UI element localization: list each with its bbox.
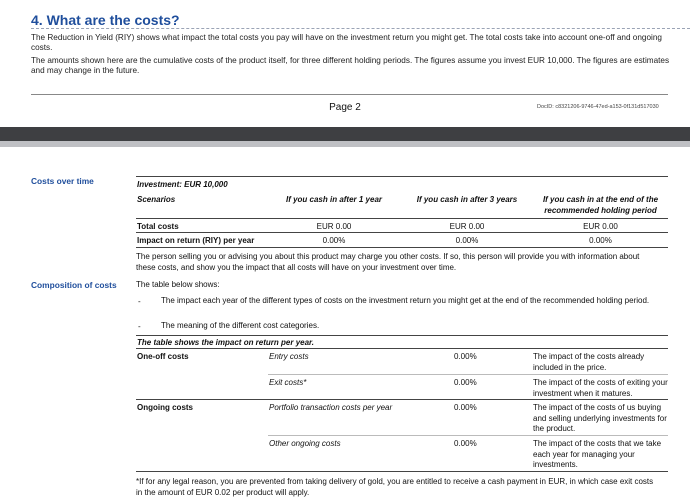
- portfolio-costs-value: 0.00%: [454, 403, 477, 412]
- col-rhp-header-1: If you cash in at the end of the: [542, 195, 659, 204]
- composition-label: Composition of costs: [31, 280, 117, 290]
- section-title: 4. What are the costs?: [31, 12, 180, 28]
- row-border: [136, 232, 668, 233]
- comp-table-title: The table shows the impact on return per year.: [137, 338, 314, 347]
- comp-table-top: [136, 335, 668, 336]
- exit-costs-value: 0.00%: [454, 378, 477, 387]
- footer-divider: [31, 94, 668, 95]
- row-divider: [268, 374, 668, 375]
- exit-costs-label: Exit costs*: [269, 378, 307, 387]
- bullet-2: The meaning of the different cost categories.: [161, 321, 320, 330]
- composition-intro: The table below shows:: [136, 280, 220, 289]
- riy-1y: 0.00%: [322, 236, 346, 245]
- entry-costs-label: Entry costs: [269, 352, 309, 361]
- footnote: *If for any legal reason, you are prevented from taking delivery of gold, you are entitled to receive a cash payment in EUR, in which case exit costs in the amount of EUR 0.02 per product will apply.: [136, 477, 654, 497]
- riy-label: Impact on return (RIY) per year: [137, 236, 255, 245]
- table-top-border: [136, 176, 668, 177]
- investment-label: Investment: EUR 10,000: [137, 180, 228, 189]
- portfolio-costs-desc: The impact of the costs of us buying and selling underlying investments for the product.: [533, 403, 667, 433]
- riy-paragraph: The Reduction in Yield (RIY) shows what impact the total costs you pay will have on the investment return you might get. The total costs take into account one-off and ongoing costs.: [31, 33, 662, 53]
- page-number: Page 2: [329, 102, 361, 113]
- ongoing-costs-label: Ongoing costs: [137, 403, 193, 412]
- bullet-dash-1: -: [138, 297, 141, 306]
- entry-costs-desc: The impact of the costs already included in the price.: [533, 352, 645, 372]
- costs-over-time-label: Costs over time: [31, 176, 94, 186]
- riy-rhp: 0.00%: [589, 236, 612, 245]
- amounts-paragraph: The amounts shown here are the cumulative costs of the product itself, for three different holding periods. The figures assume you invest EUR 10,000. The figures are estimates and may change in the future.: [31, 56, 670, 76]
- comp-title-border: [136, 348, 668, 349]
- doc-id: DocID: c8321206-9746-47ed-a153-0f131d517030: [537, 104, 659, 110]
- bullet-dash-2: -: [138, 322, 141, 331]
- group-divider: [136, 399, 668, 400]
- table-bottom-border: [136, 247, 668, 248]
- comp-table-bottom: [136, 471, 668, 472]
- total-costs-1y: EUR 0.00: [316, 222, 352, 231]
- title-divider: [31, 28, 690, 29]
- other-costs-desc: The impact of the costs that we take each year for managing your investments.: [533, 439, 662, 469]
- scenarios-header: Scenarios: [137, 195, 176, 204]
- col-rhp-header-2: recommended holding period: [544, 206, 657, 215]
- page-break-shadow: [0, 141, 690, 147]
- page-break-band: [0, 127, 690, 141]
- total-costs-3y: EUR 0.00: [449, 222, 485, 231]
- col-1-year-header: If you cash in after 1 year: [285, 195, 383, 204]
- bullet-1: The impact each year of the different types of costs on the investment return you might get at the end of the recommended holding period.: [161, 296, 650, 305]
- riy-3y: 0.00%: [455, 236, 479, 245]
- portfolio-costs-label: Portfolio transaction costs per year: [269, 403, 393, 412]
- total-costs-rhp: EUR 0.00: [583, 222, 618, 231]
- entry-costs-value: 0.00%: [454, 352, 477, 361]
- other-costs-label: Other ongoing costs: [269, 439, 341, 448]
- row-divider: [268, 435, 668, 436]
- header-border: [136, 218, 668, 219]
- exit-costs-desc: The impact of the costs of exiting your investment when it matures.: [533, 378, 668, 398]
- costs-note: The person selling you or advising you about this product may charge you other costs. If so, this person will provide you with information about these costs, and show you the impact that all costs will have on your investment over time.: [136, 252, 640, 272]
- total-costs-label: Total costs: [137, 222, 179, 231]
- col-3-years-header: If you cash in after 3 years: [416, 195, 518, 204]
- one-off-costs-label: One-off costs: [137, 352, 189, 361]
- other-costs-value: 0.00%: [454, 439, 477, 448]
